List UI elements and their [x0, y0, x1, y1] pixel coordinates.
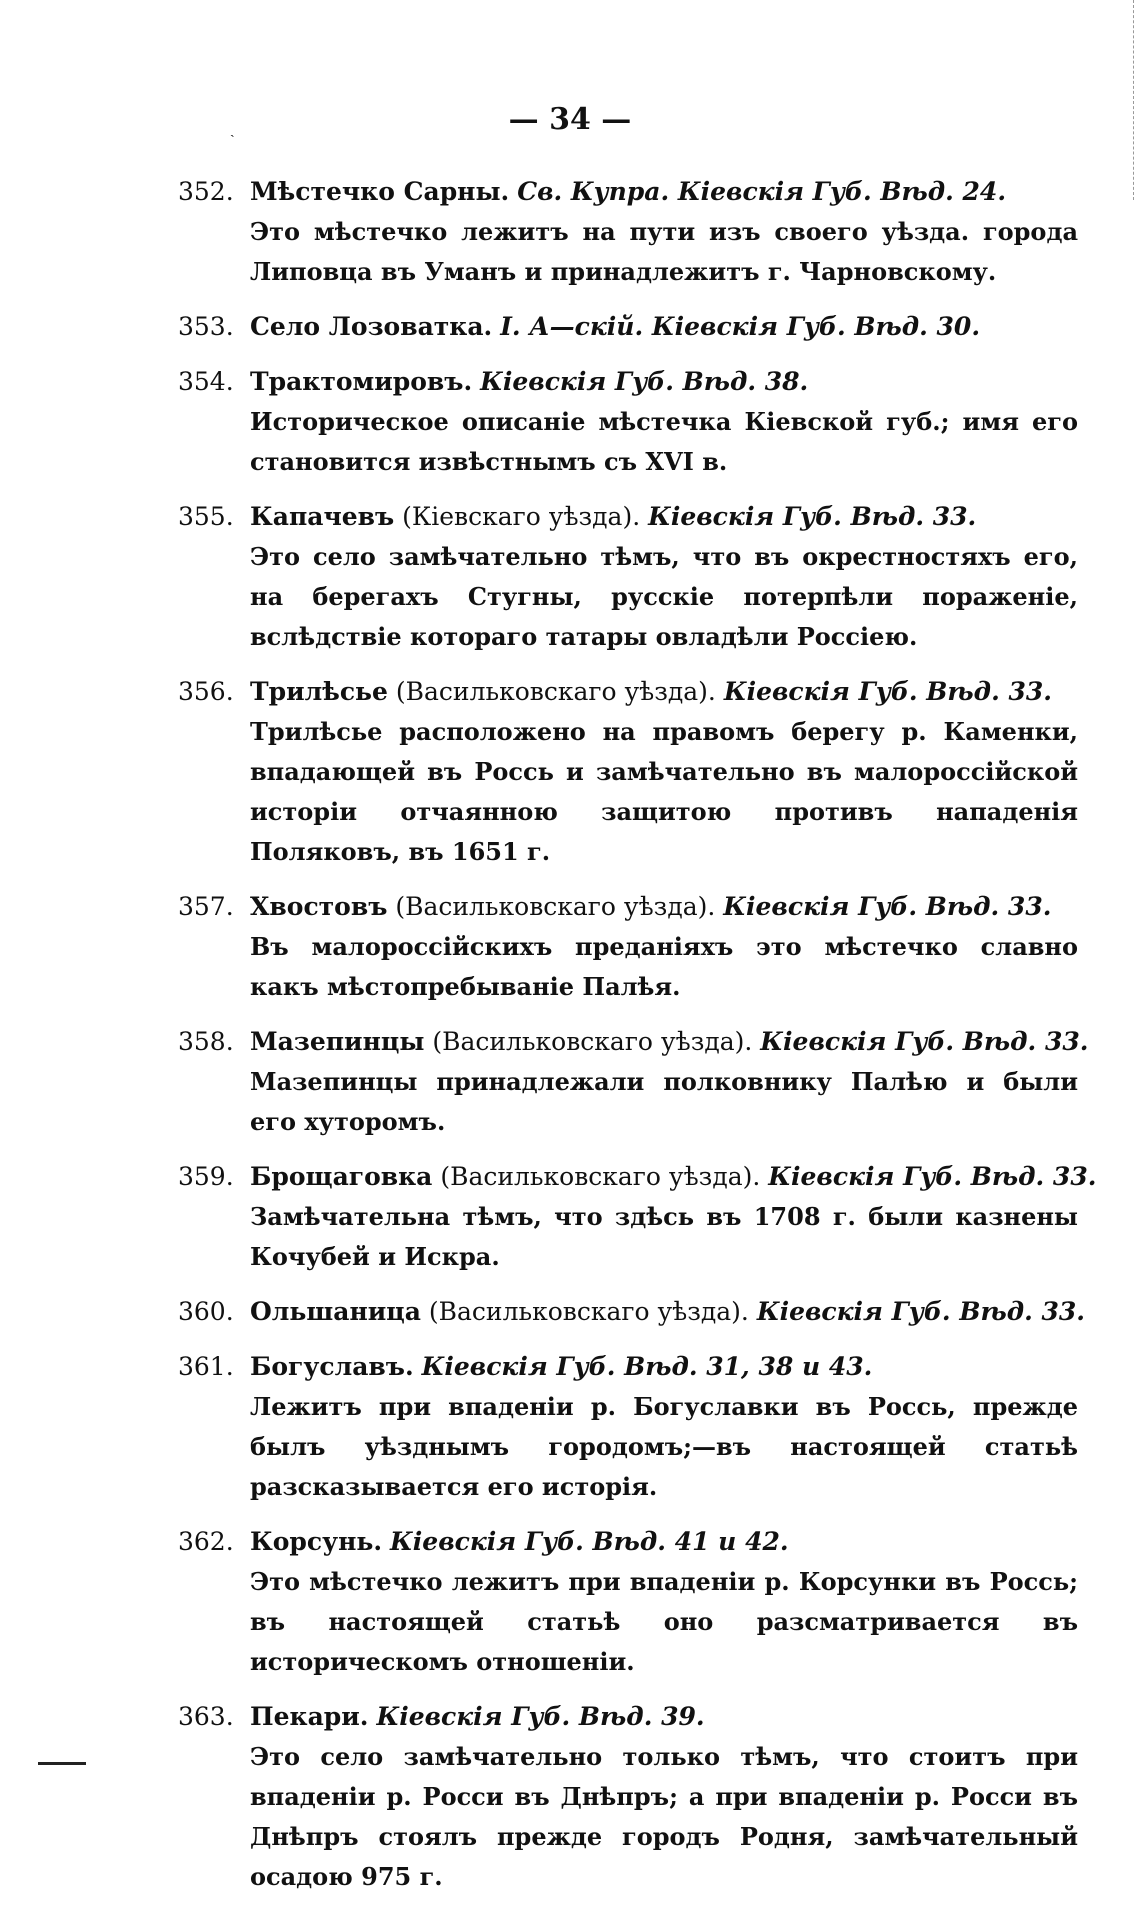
entry-heading [178, 172, 1078, 212]
entry-place-name: Корсунь. [250, 1527, 383, 1556]
entry-district [509, 177, 517, 206]
entry-source: Кіевскія Губ. Вѣд. 31, 38 и 43. [421, 1352, 873, 1381]
entry-description: Это мѣстечко лежитъ при впаденіи р. Корсунки въ Россь; въ настоящей статьѣ оно разсматривается въ историческомъ отношеніи. [250, 1567, 1078, 1676]
entry-description: Лежитъ при впаденіи р. Богуславки въ Россь, прежде былъ уѣзднымъ городомъ;—въ настоящей статьѣ разсказывается его исторія. [250, 1392, 1078, 1501]
entry-district [414, 1352, 422, 1381]
entry-number: 358. [178, 1027, 234, 1056]
entry-source: Кіевскія Губ. Вѣд. 41 и 42. [390, 1527, 789, 1556]
entry-district [492, 312, 500, 341]
entry-place-name: Пекари. [250, 1702, 369, 1731]
entry-place-name: Брощаговка [250, 1162, 433, 1191]
entry-heading [178, 672, 1078, 712]
entry-description: Это мѣстечко лежитъ на пути изъ своего уѣзда. города Липовца въ Уманъ и принадлежитъ г. Чарновскому. [250, 217, 1078, 286]
entry-heading [178, 307, 1078, 347]
entry-district: (Васильковскаго уѣзда). [432, 1162, 769, 1191]
entry-number: 354. [178, 367, 234, 396]
entry-source: Кіевскія Губ. Вѣд. 33. [756, 1297, 1085, 1326]
entry-place-name: Мазепинцы [250, 1027, 425, 1056]
entry-district: (Васильковскаго уѣзда). [424, 1027, 761, 1056]
entry-source: Кіевскія Губ. Вѣд. 33. [768, 1162, 1097, 1191]
list-item [178, 1522, 1078, 1682]
entry-number: 359. [178, 1162, 234, 1191]
list-item [178, 1022, 1089, 1142]
entry-source: Кіевскія Губ. Вѣд. 38. [480, 367, 809, 396]
entry-district: (Кіевскаго уѣзда). [394, 502, 649, 531]
entry-heading [178, 1522, 1078, 1562]
list-item [178, 307, 1078, 347]
entry-heading [178, 1292, 1085, 1332]
entry-number: 361. [178, 1352, 234, 1381]
entry-place-name: Трактомировъ. [250, 367, 473, 396]
page-edge-mark [1131, 0, 1134, 200]
entry-number: 352. [178, 177, 234, 206]
entry-number: 360. [178, 1297, 234, 1326]
entry-heading [178, 497, 1078, 537]
entry-number: 357. [178, 892, 234, 921]
entry-place-name: Мѣстечко Сарны. [250, 177, 510, 206]
margin-dash [38, 1762, 86, 1765]
print-speck: ˎ [230, 122, 235, 138]
entry-district [382, 1527, 390, 1556]
entry-place-name: Капачевъ [250, 502, 395, 531]
entry-heading [178, 1022, 1089, 1062]
entry-description: Въ малороссійскихъ преданіяхъ это мѣстечко славно какъ мѣстопребываніе Палѣя. [250, 932, 1078, 1001]
entry-place-name: Ольшаница [250, 1297, 421, 1326]
entry-description: Замѣчательна тѣмъ, что здѣсь въ 1708 г. были казнены Кочубей и Искра. [250, 1202, 1078, 1271]
list-item [178, 497, 1078, 657]
entry-number: 356. [178, 677, 234, 706]
list-item [178, 1157, 1097, 1277]
entry-source: Св. Купра. Кіевскія Губ. Вѣд. 24. [517, 177, 1007, 206]
entry-heading [178, 1697, 1078, 1737]
page-number: — 34 — [508, 102, 632, 137]
entry-heading [178, 362, 1078, 402]
list-item [178, 1347, 1078, 1507]
entry-source: І. А—скій. Кіевскія Губ. Вѣд. 30. [500, 312, 981, 341]
entry-source: Кіевскія Губ. Вѣд. 33. [760, 1027, 1089, 1056]
entry-description: Это село замѣчательно только тѣмъ, что стоитъ при впаденіи р. Росси въ Днѣпръ; а при впаденіи р. Росси въ Днѣпръ стоялъ прежде городъ Родня, замѣчательный осадою 975 г. [250, 1742, 1078, 1891]
list-item [178, 362, 1078, 482]
entry-place-name: Хвостовъ [250, 892, 388, 921]
entry-source: Кіевскія Губ. Вѣд. 39. [376, 1702, 705, 1731]
list-item [178, 1697, 1078, 1897]
list-item [178, 672, 1078, 872]
entry-description: Мазепинцы принадлежали полковнику Палѣю и были его хуторомъ. [250, 1067, 1078, 1136]
entry-district [472, 367, 480, 396]
entry-place-name: Село Лозоватка. [250, 312, 493, 341]
entry-description: Историческое описаніе мѣстечка Кіевской губ.; имя его становится извѣстнымъ съ XVI в. [250, 407, 1078, 476]
entry-source: Кіевскія Губ. Вѣд. 33. [723, 892, 1052, 921]
list-item [178, 1292, 1085, 1332]
entry-source: Кіевскія Губ. Вѣд. 33. [723, 677, 1052, 706]
entry-number: 353. [178, 312, 234, 341]
entry-heading [178, 887, 1078, 927]
list-item [178, 887, 1078, 1007]
entry-source: Кіевскія Губ. Вѣд. 33. [648, 502, 977, 531]
entry-number: 362. [178, 1527, 234, 1556]
entry-district: (Васильковскаго уѣзда). [420, 1297, 757, 1326]
entry-list [178, 172, 1097, 1912]
list-item [178, 172, 1078, 292]
entry-district: (Васильковскаго уѣзда). [387, 677, 724, 706]
entry-place-name: Трилѣсье [250, 677, 388, 706]
entry-description: Трилѣсье расположено на правомъ берегу р. Каменки, впадающей въ Россь и замѣчательно въ малороссійской исторіи отчаянною защитою противъ нападенія Поляковъ, въ 1651 г. [250, 717, 1078, 866]
entry-number: 363. [178, 1702, 234, 1731]
entry-description: Это село замѣчательно тѣмъ, что въ окрестностяхъ его, на берегахъ Стугны, русскіе потерпѣли пораженіе, вслѣдствіе котораго татары овладѣли Россіею. [250, 542, 1078, 651]
entry-number: 355. [178, 502, 234, 531]
entry-district: (Васильковскаго уѣзда). [387, 892, 724, 921]
entry-heading [178, 1347, 1078, 1387]
entry-place-name: Богуславъ. [250, 1352, 414, 1381]
entry-heading [178, 1157, 1097, 1197]
